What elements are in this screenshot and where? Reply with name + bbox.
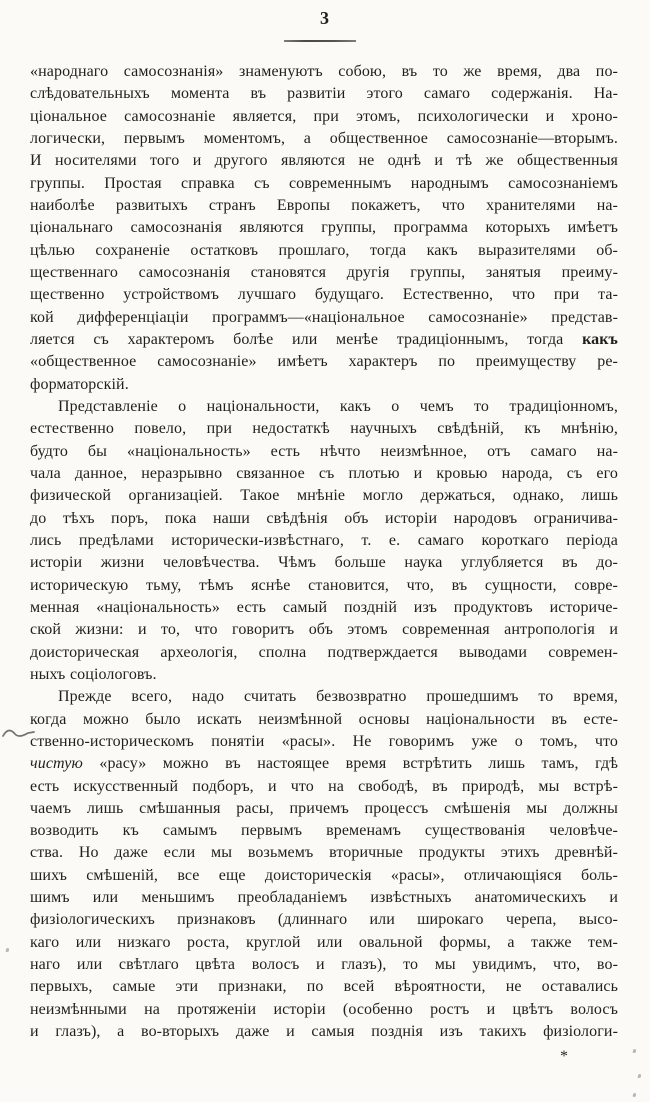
bold-text: какъ: [582, 330, 618, 348]
text-line: [30, 909, 618, 931]
ink-speck: [633, 1049, 637, 1054]
ink-speck: [633, 1093, 637, 1098]
text-line: [30, 842, 618, 864]
text-segment: И носителями того и другого являются не однѣ и тѣ же общественныя: [30, 152, 618, 170]
ink-speck: [6, 948, 10, 953]
text-line: [30, 374, 618, 396]
text-segment: до тѣхъ поръ, пока наши свѣдѣнія объ исторіи народовъ ограничива-: [30, 509, 618, 527]
text-line: [30, 865, 618, 887]
text-segment: первыхъ, самые эти признаки, по всей вѣроятности, не оставались: [30, 978, 618, 996]
text-segment: Представленіе о національности, какъ о чемъ то традиціонномъ,: [58, 397, 618, 415]
text-block: [30, 61, 618, 1043]
text-segment: чала данное, неразрывно связанное съ плотью и кровью народа, съ его: [30, 464, 618, 482]
text-line: [30, 262, 618, 284]
text-segment: шимъ или меньшимъ преобладаніемъ извѣстныхъ анатомическихъ и: [30, 889, 618, 907]
text-line: [30, 329, 618, 351]
text-segment: логически, первымъ моментомъ, а общественное самосознаніе—вторымъ.: [30, 129, 618, 147]
text-segment: менная «національность» есть самый поздній изъ продуктовъ историче-: [30, 598, 618, 616]
text-line: [30, 307, 618, 329]
text-line: [30, 552, 618, 574]
text-segment: и глазъ), а во-вторыхъ даже и самыя позднія изъ такихъ физіологи-: [30, 1023, 618, 1041]
text-line: [30, 508, 618, 530]
text-line: [30, 820, 618, 842]
text-segment: «народнаго самосознанія» знаменуютъ собою, въ то же время, два по-: [30, 63, 618, 80]
text-line: [30, 61, 618, 83]
paragraph: [30, 396, 618, 686]
margin-squiggle-mark: [2, 726, 36, 747]
text-line: [30, 999, 618, 1021]
text-line: [30, 731, 618, 753]
text-line: [30, 1021, 618, 1043]
text-segment: слѣдовательныхъ момента въ развитіи этого самаго содержанія. На-: [30, 85, 618, 103]
text-line: [30, 887, 618, 909]
text-line: [30, 463, 618, 485]
text-segment: «общественное самосознаніе» имѣетъ характеръ по преимуществу ре-: [30, 353, 618, 371]
text-line: [30, 195, 618, 217]
text-segment: форматорскій.: [30, 375, 129, 393]
text-segment: ціональное самосознаніе является, при этомъ, психологически и хроно-: [30, 107, 618, 125]
text-segment: чаемъ лишь смѣшанныя расы, причемъ процессъ смѣшенія мы должны: [30, 799, 618, 817]
text-segment: есть искусственный подборъ, и что на свободѣ, въ природѣ, мы встрѣ-: [30, 777, 618, 795]
text-line: [30, 642, 618, 664]
text-line: [30, 530, 618, 552]
text-line: [30, 150, 618, 172]
signature-mark: *: [560, 1048, 568, 1065]
text-line: [30, 240, 618, 262]
text-segment: возводить къ самымъ первымъ временамъ существованія человѣче-: [30, 822, 618, 840]
text-line: [30, 932, 618, 954]
text-segment: физіологическихъ признаковъ (длиннаго или широкаго черепа, высо-: [30, 911, 618, 929]
text-segment: естественно повело, при недостаткѣ научныхъ свѣдѣній, къ мнѣнію,: [30, 420, 618, 438]
paragraph: [30, 686, 618, 1043]
text-segment: ныхъ соціологовъ.: [30, 665, 157, 683]
text-segment: ства. Но даже если мы возьмемъ вторичные продукты этихъ древнѣй-: [30, 844, 618, 862]
text-line: [30, 753, 618, 775]
text-line: [30, 664, 618, 686]
text-segment: будто бы «національность» есть нѣчто неизмѣнное, отъ самаго на-: [30, 442, 618, 460]
page-header: [0, 8, 650, 29]
text-line: [30, 619, 618, 641]
text-segment: лись предѣлами исторически-извѣстнаго, т. е. самаго короткаго періода: [30, 531, 618, 549]
text-line: [30, 597, 618, 619]
text-segment: Прежде всего, надо считать безвозвратно прошедшимъ то время,: [58, 688, 618, 706]
text-segment: наиболѣе развитыхъ странъ Европы покажетъ, что хранителями на-: [30, 196, 618, 214]
text-line: [30, 217, 618, 239]
text-segment: неизмѣнными на протяженіи исторіи (особенно ростъ и цвѣтъ волосъ: [30, 1000, 618, 1018]
text-segment: шихъ смѣшеній, все еще доисторическія «расы», отличающіяся боль-: [30, 866, 618, 884]
text-segment: ціональнаго самосознанія являются группы, программа которыхъ имѣетъ: [30, 219, 618, 237]
text-line: [30, 954, 618, 976]
text-segment: исторіи жизни человѣчества. Чѣмъ больше наука углубляется въ до-: [30, 554, 618, 572]
text-line: [30, 798, 618, 820]
page-number: 3: [320, 8, 330, 28]
text-line: [30, 575, 618, 597]
text-segment: щественнаго самосознанія становятся другія группы, занятыя преиму-: [30, 263, 618, 281]
text-segment: цѣлью сохраненіе остатковъ прошлаго, тогда какъ выразителями об-: [30, 241, 618, 259]
text-segment: ляется съ характеромъ болѣе или менѣе традиціоннымъ, тогда: [30, 330, 583, 348]
text-segment: каго или низкаго роста, круглой или овальной формы, а также тем-: [30, 933, 618, 951]
squiggle-icon: [2, 726, 36, 742]
text-line: [30, 686, 618, 708]
text-line: [30, 284, 618, 306]
text-segment: ственно-историческомъ понятіи «расы». Не говоримъ уже о томъ, что: [30, 732, 618, 750]
text-line: [30, 83, 618, 105]
text-line: [30, 976, 618, 998]
text-segment: физической организаціей. Такое мнѣніе могло держаться, однако, лишь: [30, 487, 618, 505]
text-segment: наго или свѣтлаго цвѣта волосъ и глазъ), то мы увидимъ, что, во-: [30, 956, 618, 974]
text-line: [30, 418, 618, 440]
text-segment: группы. Простая справка съ современнымъ народнымъ самосознаніемъ: [30, 174, 618, 192]
text-segment: историческую тьму, тѣмъ яснѣе становится, что, въ сущности, совре-: [30, 576, 618, 594]
text-line: [30, 709, 618, 731]
text-segment: кой дифференціаціи программъ—«національное самосознаніе» представ-: [30, 308, 618, 326]
italic-text: чистую: [30, 755, 83, 773]
text-segment: щественно устройствомъ лучшаго будущаго. Естественно, что при та-: [30, 286, 618, 304]
text-line: [30, 106, 618, 128]
header-rule: [284, 40, 356, 42]
text-segment: ской жизни: и то, что говоритъ объ этомъ современная антропологія и: [30, 621, 618, 639]
text-line: [30, 396, 618, 418]
text-line: [30, 441, 618, 463]
text-line: [30, 128, 618, 150]
text-line: [30, 173, 618, 195]
text-segment: когда можно было искать неизмѣнной основы національности въ есте-: [30, 710, 618, 728]
paragraph: [30, 61, 618, 396]
text-segment: «расу» можно въ настоящее время встрѣтить лишь тамъ, гдѣ: [82, 755, 618, 773]
text-segment: доисторическая археологія, сполна подтверждается выводами современ-: [30, 643, 618, 661]
text-line: [30, 776, 618, 798]
ink-speck: [638, 1074, 642, 1079]
text-line: [30, 485, 618, 507]
text-line: [30, 351, 618, 373]
